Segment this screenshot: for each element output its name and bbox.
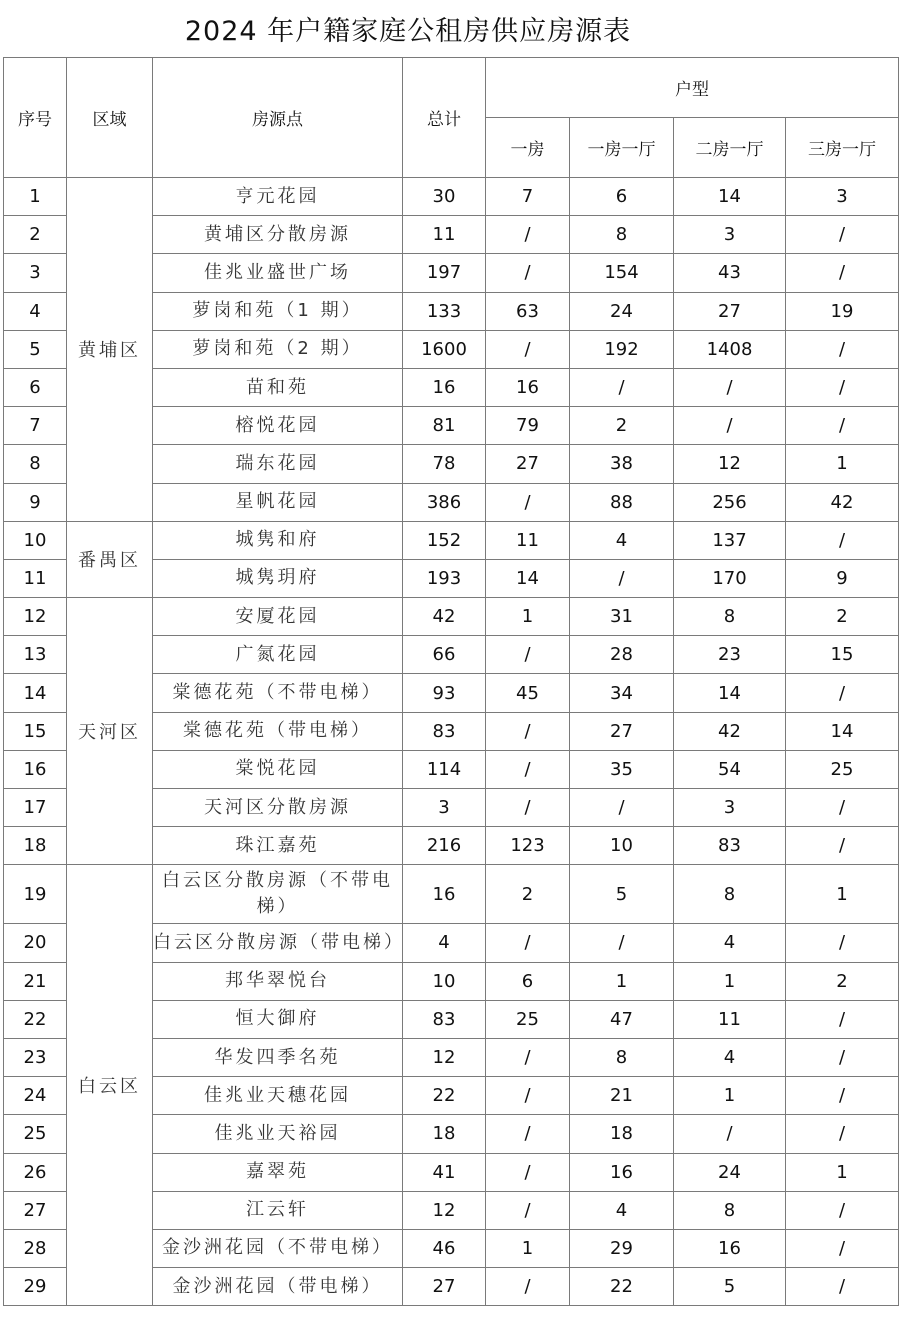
cell-type-1: / xyxy=(486,1153,570,1191)
cell-seq: 19 xyxy=(4,865,67,924)
cell-total: 16 xyxy=(403,368,486,406)
cell-type-2: 21 xyxy=(570,1077,674,1115)
cell-type-2: 5 xyxy=(570,865,674,924)
cell-type-2: 8 xyxy=(570,216,674,254)
cell-total: 133 xyxy=(403,292,486,330)
cell-type-3: 8 xyxy=(674,865,786,924)
cell-seq: 7 xyxy=(4,407,67,445)
cell-source-name: 邦华翠悦台 xyxy=(153,962,403,1000)
cell-type-4: / xyxy=(786,1191,899,1229)
cell-seq: 1 xyxy=(4,178,67,216)
housing-supply-table xyxy=(3,57,899,1306)
cell-type-4: / xyxy=(786,1268,899,1306)
cell-seq: 6 xyxy=(4,368,67,406)
cell-total: 18 xyxy=(403,1115,486,1153)
cell-total: 22 xyxy=(403,1077,486,1115)
cell-total: 16 xyxy=(403,865,486,924)
cell-total: 216 xyxy=(403,827,486,865)
cell-type-1: / xyxy=(486,636,570,674)
cell-type-2: 35 xyxy=(570,750,674,788)
cell-type-2: 2 xyxy=(570,407,674,445)
table-row xyxy=(4,865,899,924)
cell-source-name: 棠悦花园 xyxy=(153,750,403,788)
cell-type-4: / xyxy=(786,1000,899,1038)
cell-type-3: 1408 xyxy=(674,330,786,368)
cell-type-4: / xyxy=(786,216,899,254)
cell-type-2: 88 xyxy=(570,483,674,521)
cell-area: 黄埔区 xyxy=(67,178,153,522)
cell-total: 4 xyxy=(403,924,486,962)
cell-source-name: 华发四季名苑 xyxy=(153,1038,403,1076)
cell-seq: 8 xyxy=(4,445,67,483)
cell-type-1: 45 xyxy=(486,674,570,712)
page-title: 2024 年户籍家庭公租房供应房源表 xyxy=(184,16,632,47)
cell-type-3: 14 xyxy=(674,178,786,216)
cell-type-1: / xyxy=(486,1268,570,1306)
cell-type-1: 16 xyxy=(486,368,570,406)
cell-source-name: 江云轩 xyxy=(153,1191,403,1229)
cell-seq: 11 xyxy=(4,559,67,597)
cell-type-1: 1 xyxy=(486,1229,570,1267)
cell-source-name: 黄埔区分散房源 xyxy=(153,216,403,254)
cell-total: 42 xyxy=(403,598,486,636)
cell-source-name: 白云区分散房源（不带电梯） xyxy=(153,865,403,924)
cell-type-2: 34 xyxy=(570,674,674,712)
cell-type-4: / xyxy=(786,1115,899,1153)
table-row xyxy=(4,178,899,216)
cell-type-2: 18 xyxy=(570,1115,674,1153)
cell-type-1: / xyxy=(486,483,570,521)
cell-source-name: 城隽玥府 xyxy=(153,559,403,597)
cell-type-3: 23 xyxy=(674,636,786,674)
table-row xyxy=(4,598,899,636)
cell-total: 1600 xyxy=(403,330,486,368)
cell-source-name: 星帆花园 xyxy=(153,483,403,521)
cell-type-1: / xyxy=(486,712,570,750)
cell-source-name: 亨元花园 xyxy=(153,178,403,216)
cell-seq: 13 xyxy=(4,636,67,674)
cell-type-4: 15 xyxy=(786,636,899,674)
cell-type-1: 25 xyxy=(486,1000,570,1038)
cell-type-3: 43 xyxy=(674,254,786,292)
cell-type-4: 2 xyxy=(786,598,899,636)
cell-type-4: 9 xyxy=(786,559,899,597)
cell-type-1: 14 xyxy=(486,559,570,597)
cell-area: 白云区 xyxy=(67,865,153,1306)
cell-type-1: 7 xyxy=(486,178,570,216)
cell-type-3: 256 xyxy=(674,483,786,521)
cell-type-3: 5 xyxy=(674,1268,786,1306)
cell-total: 93 xyxy=(403,674,486,712)
cell-type-1: 79 xyxy=(486,407,570,445)
cell-total: 41 xyxy=(403,1153,486,1191)
cell-total: 12 xyxy=(403,1038,486,1076)
cell-type-2: / xyxy=(570,559,674,597)
cell-type-2: 6 xyxy=(570,178,674,216)
cell-type-3: 3 xyxy=(674,789,786,827)
cell-type-3: 24 xyxy=(674,1153,786,1191)
cell-source-name: 苗和苑 xyxy=(153,368,403,406)
cell-type-1: / xyxy=(486,924,570,962)
cell-seq: 21 xyxy=(4,962,67,1000)
cell-total: 152 xyxy=(403,521,486,559)
cell-total: 66 xyxy=(403,636,486,674)
cell-total: 193 xyxy=(403,559,486,597)
table-row xyxy=(4,521,899,559)
cell-type-2: 27 xyxy=(570,712,674,750)
cell-seq: 25 xyxy=(4,1115,67,1153)
cell-type-2: / xyxy=(570,924,674,962)
cell-type-1: 27 xyxy=(486,445,570,483)
cell-total: 83 xyxy=(403,1000,486,1038)
cell-source-name: 佳兆业天穗花园 xyxy=(153,1077,403,1115)
header-unit-type: 户型 xyxy=(486,58,899,118)
cell-seq: 9 xyxy=(4,483,67,521)
cell-type-4: / xyxy=(786,521,899,559)
cell-seq: 18 xyxy=(4,827,67,865)
cell-type-1: / xyxy=(486,254,570,292)
cell-type-4: 19 xyxy=(786,292,899,330)
cell-source-name: 棠德花苑（带电梯） xyxy=(153,712,403,750)
cell-type-2: 38 xyxy=(570,445,674,483)
cell-type-1: 11 xyxy=(486,521,570,559)
cell-source-name: 嘉翠苑 xyxy=(153,1153,403,1191)
cell-type-4: / xyxy=(786,254,899,292)
cell-type-4: / xyxy=(786,1077,899,1115)
cell-type-3: 3 xyxy=(674,216,786,254)
cell-type-1: / xyxy=(486,1038,570,1076)
cell-type-4: 2 xyxy=(786,962,899,1000)
cell-type-4: / xyxy=(786,407,899,445)
cell-seq: 27 xyxy=(4,1191,67,1229)
cell-type-1: 2 xyxy=(486,865,570,924)
cell-type-4: / xyxy=(786,1229,899,1267)
header-type-3: 二房一厅 xyxy=(674,118,786,178)
cell-seq: 22 xyxy=(4,1000,67,1038)
cell-type-2: 29 xyxy=(570,1229,674,1267)
cell-type-2: 22 xyxy=(570,1268,674,1306)
cell-seq: 24 xyxy=(4,1077,67,1115)
cell-area: 天河区 xyxy=(67,598,153,865)
cell-seq: 23 xyxy=(4,1038,67,1076)
cell-source-name: 城隽和府 xyxy=(153,521,403,559)
cell-type-2: 4 xyxy=(570,1191,674,1229)
cell-type-2: 154 xyxy=(570,254,674,292)
cell-type-1: 1 xyxy=(486,598,570,636)
cell-type-1: / xyxy=(486,750,570,788)
cell-type-1: 6 xyxy=(486,962,570,1000)
header-total: 总计 xyxy=(403,58,486,178)
cell-type-2: 4 xyxy=(570,521,674,559)
cell-source-name: 佳兆业天裕园 xyxy=(153,1115,403,1153)
cell-type-2: / xyxy=(570,368,674,406)
header-type-1: 一房 xyxy=(486,118,570,178)
cell-type-3: 8 xyxy=(674,1191,786,1229)
cell-seq: 2 xyxy=(4,216,67,254)
cell-type-3: / xyxy=(674,407,786,445)
header-type-2: 一房一厅 xyxy=(570,118,674,178)
cell-source-name: 棠德花苑（不带电梯） xyxy=(153,674,403,712)
cell-seq: 16 xyxy=(4,750,67,788)
cell-type-2: 24 xyxy=(570,292,674,330)
cell-source-name: 白云区分散房源（带电梯） xyxy=(153,924,403,962)
cell-type-3: 4 xyxy=(674,924,786,962)
cell-type-1: / xyxy=(486,789,570,827)
cell-seq: 20 xyxy=(4,924,67,962)
cell-type-4: / xyxy=(786,924,899,962)
cell-total: 10 xyxy=(403,962,486,1000)
header-area: 区域 xyxy=(67,58,153,178)
cell-type-3: 16 xyxy=(674,1229,786,1267)
table-body xyxy=(4,178,899,1306)
cell-type-2: 10 xyxy=(570,827,674,865)
cell-source-name: 天河区分散房源 xyxy=(153,789,403,827)
cell-source-name: 榕悦花园 xyxy=(153,407,403,445)
cell-seq: 4 xyxy=(4,292,67,330)
cell-source-name: 金沙洲花园（不带电梯） xyxy=(153,1229,403,1267)
header-seq: 序号 xyxy=(4,58,67,178)
cell-type-2: 1 xyxy=(570,962,674,1000)
cell-type-3: 27 xyxy=(674,292,786,330)
cell-type-2: 28 xyxy=(570,636,674,674)
cell-type-4: / xyxy=(786,827,899,865)
cell-seq: 29 xyxy=(4,1268,67,1306)
cell-seq: 14 xyxy=(4,674,67,712)
cell-type-2: 47 xyxy=(570,1000,674,1038)
cell-type-4: 1 xyxy=(786,445,899,483)
cell-total: 83 xyxy=(403,712,486,750)
cell-type-4: / xyxy=(786,674,899,712)
cell-type-4: 25 xyxy=(786,750,899,788)
cell-source-name: 萝岗和苑（1 期） xyxy=(153,292,403,330)
cell-area: 番禺区 xyxy=(67,521,153,597)
cell-source-name: 萝岗和苑（2 期） xyxy=(153,330,403,368)
cell-type-4: 1 xyxy=(786,1153,899,1191)
cell-type-3: / xyxy=(674,1115,786,1153)
cell-type-2: 31 xyxy=(570,598,674,636)
cell-total: 12 xyxy=(403,1191,486,1229)
cell-type-3: 11 xyxy=(674,1000,786,1038)
cell-type-3: / xyxy=(674,368,786,406)
cell-type-3: 137 xyxy=(674,521,786,559)
cell-type-3: 1 xyxy=(674,962,786,1000)
cell-total: 3 xyxy=(403,789,486,827)
cell-type-3: 8 xyxy=(674,598,786,636)
cell-source-name: 珠江嘉苑 xyxy=(153,827,403,865)
cell-type-4: / xyxy=(786,789,899,827)
cell-type-4: / xyxy=(786,1038,899,1076)
cell-type-4: 14 xyxy=(786,712,899,750)
cell-total: 81 xyxy=(403,407,486,445)
cell-seq: 3 xyxy=(4,254,67,292)
cell-source-name: 安厦花园 xyxy=(153,598,403,636)
cell-type-3: 1 xyxy=(674,1077,786,1115)
cell-total: 386 xyxy=(403,483,486,521)
cell-source-name: 恒大御府 xyxy=(153,1000,403,1038)
cell-seq: 26 xyxy=(4,1153,67,1191)
cell-source-name: 金沙洲花园（带电梯） xyxy=(153,1268,403,1306)
cell-type-1: / xyxy=(486,330,570,368)
cell-total: 46 xyxy=(403,1229,486,1267)
cell-seq: 15 xyxy=(4,712,67,750)
cell-source-name: 佳兆业盛世广场 xyxy=(153,254,403,292)
cell-type-2: / xyxy=(570,789,674,827)
cell-type-3: 4 xyxy=(674,1038,786,1076)
cell-seq: 28 xyxy=(4,1229,67,1267)
cell-type-4: 1 xyxy=(786,865,899,924)
cell-total: 114 xyxy=(403,750,486,788)
header-source: 房源点 xyxy=(153,58,403,178)
cell-type-3: 12 xyxy=(674,445,786,483)
cell-source-name: 广氮花园 xyxy=(153,636,403,674)
cell-type-4: 42 xyxy=(786,483,899,521)
cell-total: 30 xyxy=(403,178,486,216)
cell-type-2: 8 xyxy=(570,1038,674,1076)
cell-type-1: / xyxy=(486,1115,570,1153)
cell-seq: 17 xyxy=(4,789,67,827)
cell-type-1: / xyxy=(486,1191,570,1229)
cell-type-3: 170 xyxy=(674,559,786,597)
cell-type-2: 192 xyxy=(570,330,674,368)
cell-seq: 12 xyxy=(4,598,67,636)
cell-seq: 5 xyxy=(4,330,67,368)
cell-type-3: 42 xyxy=(674,712,786,750)
cell-type-1: / xyxy=(486,216,570,254)
cell-total: 11 xyxy=(403,216,486,254)
cell-type-1: 123 xyxy=(486,827,570,865)
cell-total: 197 xyxy=(403,254,486,292)
cell-type-3: 83 xyxy=(674,827,786,865)
cell-source-name: 瑞东花园 xyxy=(153,445,403,483)
cell-type-4: 3 xyxy=(786,178,899,216)
cell-type-3: 54 xyxy=(674,750,786,788)
cell-type-4: / xyxy=(786,368,899,406)
cell-type-4: / xyxy=(786,330,899,368)
cell-type-2: 16 xyxy=(570,1153,674,1191)
header-type-4: 三房一厅 xyxy=(786,118,899,178)
cell-type-1: 63 xyxy=(486,292,570,330)
cell-total: 78 xyxy=(403,445,486,483)
cell-seq: 10 xyxy=(4,521,67,559)
cell-type-1: / xyxy=(486,1077,570,1115)
cell-total: 27 xyxy=(403,1268,486,1306)
cell-type-3: 14 xyxy=(674,674,786,712)
